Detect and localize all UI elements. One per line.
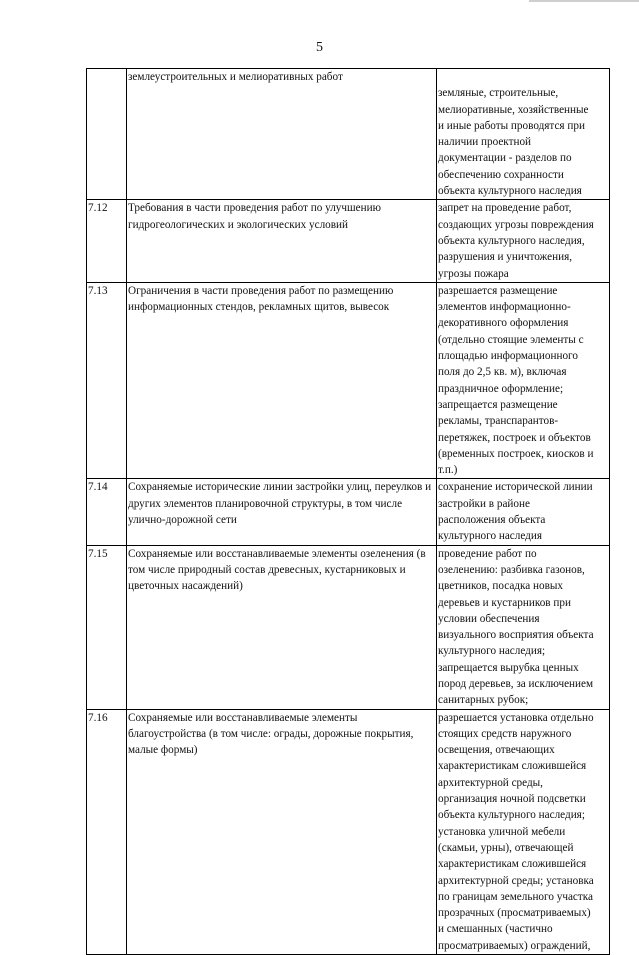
row-requirement xyxy=(437,545,610,709)
requirement-line: пород деревьев, за исключением xyxy=(438,677,594,690)
requirement-line: документации - разделов по xyxy=(438,152,572,165)
requirement-line: освещения, отвечающих xyxy=(438,744,555,757)
row-requirement xyxy=(437,200,610,282)
requirements-table-body xyxy=(87,69,610,955)
requirements-table xyxy=(86,68,610,955)
requirement-line: условии обеспечения xyxy=(438,612,540,625)
row-description: Ограничения в части проведения работ по размещению информационных стендов, рекламных щитов, вывесок xyxy=(127,282,437,479)
requirement-line: разрушения и уничтожения, xyxy=(438,251,573,264)
row-number: 7.16 xyxy=(87,709,127,954)
requirement-line: запрещается вырубка ценных xyxy=(438,661,579,674)
table-row xyxy=(87,545,610,709)
row-requirement xyxy=(437,709,610,954)
requirement-line: создающих угрозы повреждения xyxy=(438,218,594,231)
requirement-line: запрет на проведение работ, xyxy=(438,202,572,215)
requirement-line: земляные, строительные, xyxy=(438,87,559,100)
row-requirement xyxy=(437,282,610,479)
requirement-line: озеленению: разбивка газонов, xyxy=(438,563,585,576)
requirement-line: объекта культурного наследия; xyxy=(438,809,585,822)
requirement-line: проведение работ по xyxy=(438,547,537,560)
requirement-line: цветников, посадка новых xyxy=(438,580,563,593)
requirement-line: визуального восприятия объекта xyxy=(438,629,594,642)
requirement-line: (временных построек, киосков и xyxy=(438,447,594,460)
table-row xyxy=(87,709,610,954)
row-number: 7.14 xyxy=(87,479,127,545)
requirement-line: праздничное оформление; xyxy=(438,382,564,395)
requirement-line: застройки в районе xyxy=(438,497,530,510)
table-row xyxy=(87,200,610,282)
requirement-line: культурного наследия xyxy=(438,530,542,543)
requirement-line: деревьев и кустарников при xyxy=(438,596,571,609)
requirement-line: (отдельно стоящие элементы с xyxy=(438,333,584,346)
requirement-line: просматриваемых) ограждений, xyxy=(438,939,591,952)
requirement-line: рекламы, транспарантов- xyxy=(438,415,559,428)
row-number: 7.13 xyxy=(87,282,127,479)
requirement-line: установка уличной мебели xyxy=(438,825,566,838)
requirement-line: по границам земельного участка xyxy=(438,890,593,903)
requirement-line: разрешается размещение xyxy=(438,284,558,297)
table-row xyxy=(87,479,610,545)
requirement-line: угрозы пожара xyxy=(438,267,509,280)
requirement-line: характеристикам сложившейся xyxy=(438,858,587,871)
row-description: Сохраняемые исторические линии застройки улиц, переулков и других элементов планировочной структуры, в том числе улично-дорожной сети xyxy=(127,479,437,545)
requirement-line: мелиоративные, хозяйственные xyxy=(438,103,589,116)
row-description: Требования в части проведения работ по улучшению гидрогеологических и экологических условий xyxy=(127,200,437,282)
row-requirement xyxy=(437,479,610,545)
requirement-line: поля до 2,5 кв. м), включая xyxy=(438,366,567,379)
requirement-line: архитектурной среды, xyxy=(438,776,543,789)
requirement-line: сохранение исторической линии xyxy=(438,481,593,494)
row-requirement xyxy=(437,69,610,200)
requirement-line: обеспечению сохранности xyxy=(438,168,564,181)
requirement-line: архитектурной среды; установка xyxy=(438,874,594,887)
requirement-line: перетяжек, построек и объектов xyxy=(438,431,591,444)
row-number: 7.12 xyxy=(87,200,127,282)
requirement-line: разрешается установка отдельно xyxy=(438,711,594,724)
requirement-line: декоративного оформления xyxy=(438,317,569,330)
requirement-line: площадью информационного xyxy=(438,350,578,363)
requirement-line: элементов информационно- xyxy=(438,301,571,314)
requirement-line: запрещается размещение xyxy=(438,398,558,411)
requirement-line: расположения объекта xyxy=(438,514,546,527)
row-description: землеустроительных и мелиоративных работ xyxy=(127,69,437,200)
requirement-line: стоящих средств наружного xyxy=(438,727,572,740)
requirement-line: объекта культурного наследия, xyxy=(438,234,585,247)
requirement-line: культурного наследия; xyxy=(438,645,546,658)
page-number: 5 xyxy=(316,40,323,55)
scan-edge-mark xyxy=(529,0,639,2)
table-row xyxy=(87,282,610,479)
requirement-line: (скамьи, урны), отвечающей xyxy=(438,841,574,854)
row-number xyxy=(87,69,127,200)
requirement-line: прозрачных (просматриваемых) xyxy=(438,907,591,920)
requirement-line: т.п.) xyxy=(438,464,458,477)
requirement-line: санитарных рубок; xyxy=(438,694,529,707)
requirement-line xyxy=(438,69,608,85)
requirement-line: объекта культурного наследия xyxy=(438,185,582,198)
requirement-line: характеристикам сложившейся xyxy=(438,760,587,773)
requirement-line: организация ночной подсветки xyxy=(438,793,586,806)
row-number: 7.15 xyxy=(87,545,127,709)
table-row xyxy=(87,69,610,200)
requirement-line: и смешанных (частично xyxy=(438,923,553,936)
requirement-line: наличии проектной xyxy=(438,136,532,149)
row-description: Сохраняемые или восстанавливаемые элементы озеленения (в том числе природный состав древесных, кустарниковых и цветочных насаждений) xyxy=(127,545,437,709)
requirement-line: и иные работы проводятся при xyxy=(438,119,585,132)
row-description: Сохраняемые или восстанавливаемые элементы благоустройства (в том числе: ограды, дорожные покрытия, малые формы) xyxy=(127,709,437,954)
